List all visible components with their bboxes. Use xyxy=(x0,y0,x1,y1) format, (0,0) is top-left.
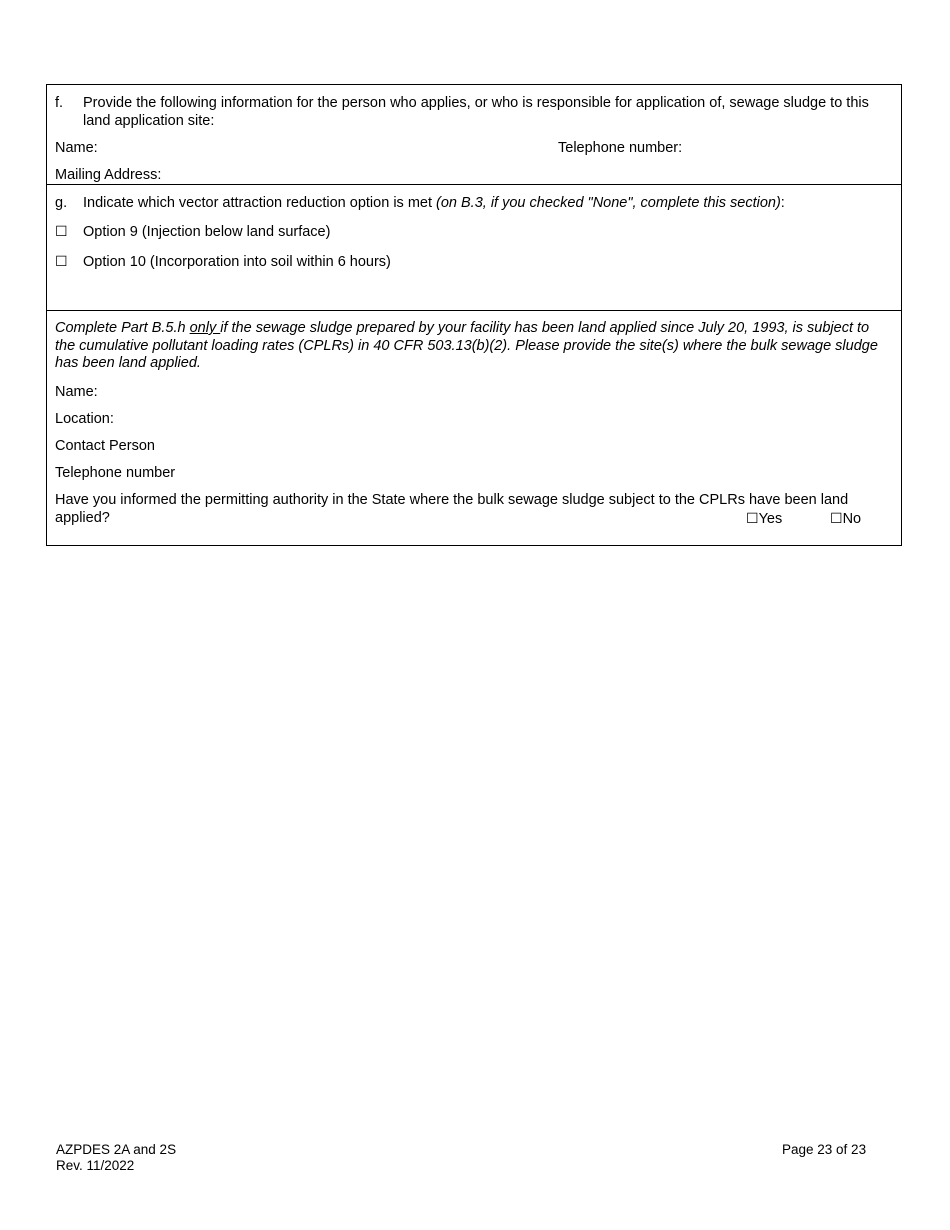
no-option[interactable] xyxy=(830,510,861,528)
site-contact-label: Contact Person xyxy=(55,438,155,454)
site-name-label: Name: xyxy=(55,384,98,400)
option-9-checkbox[interactable]: ☐ xyxy=(55,224,68,240)
site-location-label: Location: xyxy=(55,411,114,427)
form-table xyxy=(46,84,902,546)
section-f-prompt: Provide the following information for the person who applies, or who is responsible for application of, sewage sludge to this land application site: xyxy=(83,95,869,129)
cplr-intro-post: if the sewage sludge prepared by your facility has been land applied since July 20, 1993, is subject to the cumulative pollutant loading rates (CPLRs) in 40 CFR 503.13(b)(2). Please provide the site(s) where the bulk sewage sludge has been land applied. xyxy=(55,320,878,371)
option-10-label: Option 10 (Incorporation into soil within 6 hours) xyxy=(83,254,391,270)
no-checkbox[interactable]: ☐ xyxy=(830,511,843,527)
footer-page-number: Page 23 of 23 xyxy=(782,1142,867,1157)
cplr-instructions xyxy=(55,320,891,373)
option-9-label: Option 9 (Injection below land surface) xyxy=(83,224,331,240)
yes-label: Yes xyxy=(758,511,783,527)
footer-form-id: AZPDES 2A and 2S xyxy=(56,1142,177,1157)
section-g-prompt-note: (on B.3, if you checked "None", complete this section) xyxy=(436,195,781,211)
applicator-telephone-label: Telephone number: xyxy=(558,140,683,156)
section-f-letter: f. xyxy=(55,95,64,111)
section-g-prompt xyxy=(83,194,785,212)
site-telephone-label: Telephone number xyxy=(55,465,176,481)
no-label: No xyxy=(842,511,862,527)
section-cplr xyxy=(47,311,901,545)
applicator-name-label: Name: xyxy=(55,140,98,156)
yes-option[interactable] xyxy=(746,510,782,528)
yes-checkbox[interactable]: ☐ xyxy=(746,511,759,527)
option-10-checkbox[interactable]: ☐ xyxy=(55,254,68,270)
section-g xyxy=(47,185,901,311)
section-g-prompt-end: : xyxy=(780,195,785,211)
footer-revision: Rev. 11/2022 xyxy=(56,1158,135,1173)
section-g-prompt-text: Indicate which vector attraction reduction option is met xyxy=(83,195,432,211)
section-g-letter: g. xyxy=(55,195,68,211)
section-f xyxy=(47,85,901,185)
permitting-question: Have you informed the permitting authority in the State where the bulk sewage sludge subject to the CPLRs have been land applied? xyxy=(55,492,849,526)
footer-form-info xyxy=(56,1142,176,1174)
applicator-mailing-address-label: Mailing Address: xyxy=(55,167,162,183)
cplr-intro-only: only xyxy=(189,320,221,336)
cplr-intro-pre: Complete Part B.5.h xyxy=(55,320,190,336)
